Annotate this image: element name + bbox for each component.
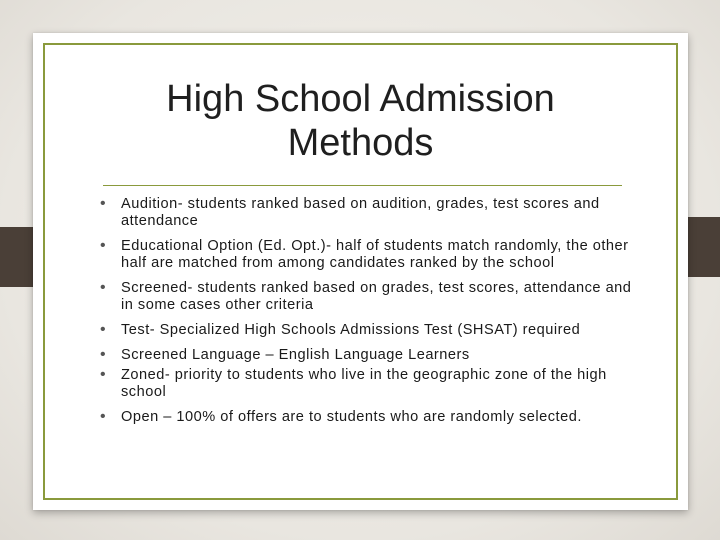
bullet-item-audition	[98, 196, 633, 230]
bullet-text: Screened Language – English Language Learners	[121, 347, 470, 363]
bullet-item-educational-option	[98, 238, 633, 272]
slide-title-line-2: Methods	[287, 122, 434, 164]
title-divider	[103, 185, 622, 186]
bullet-dot-icon: •	[100, 408, 107, 425]
bullet-item-zoned	[98, 367, 633, 401]
slide-card	[33, 33, 688, 510]
bullet-text: Test- Specialized High Schools Admissions Test (SHSAT) required	[121, 322, 581, 338]
bullet-dot-icon: •	[100, 237, 107, 254]
bullet-text: Zoned- priority to students who live in the geographic zone of the high school	[121, 367, 607, 400]
bullet-dot-icon: •	[100, 346, 107, 363]
bullet-list	[98, 196, 633, 426]
bullet-item-screened	[98, 280, 633, 314]
bullet-text: Audition- students ranked based on audition, grades, test scores and attendance	[121, 196, 600, 229]
left-decorative-tab	[0, 227, 34, 287]
bullet-text: Educational Option (Ed. Opt.)- half of students match randomly, the other half are matched from among candidates ranked by the school	[121, 238, 629, 271]
bullet-dot-icon: •	[100, 366, 107, 383]
bullet-text: Open – 100% of offers are to students who are randomly selected.	[121, 409, 582, 425]
slide-title	[73, 77, 648, 165]
bullet-dot-icon: •	[100, 195, 107, 212]
bullet-dot-icon: •	[100, 321, 107, 338]
bullet-item-open	[98, 409, 633, 426]
bullet-item-screened-language	[98, 347, 633, 364]
slide-title-line-1: High School Admission	[166, 78, 555, 120]
right-decorative-tab	[686, 217, 720, 277]
bullet-dot-icon: •	[100, 279, 107, 296]
bullet-item-test	[98, 322, 633, 339]
bullet-text: Screened- students ranked based on grades, test scores, attendance and in some cases other criteria	[121, 280, 632, 313]
